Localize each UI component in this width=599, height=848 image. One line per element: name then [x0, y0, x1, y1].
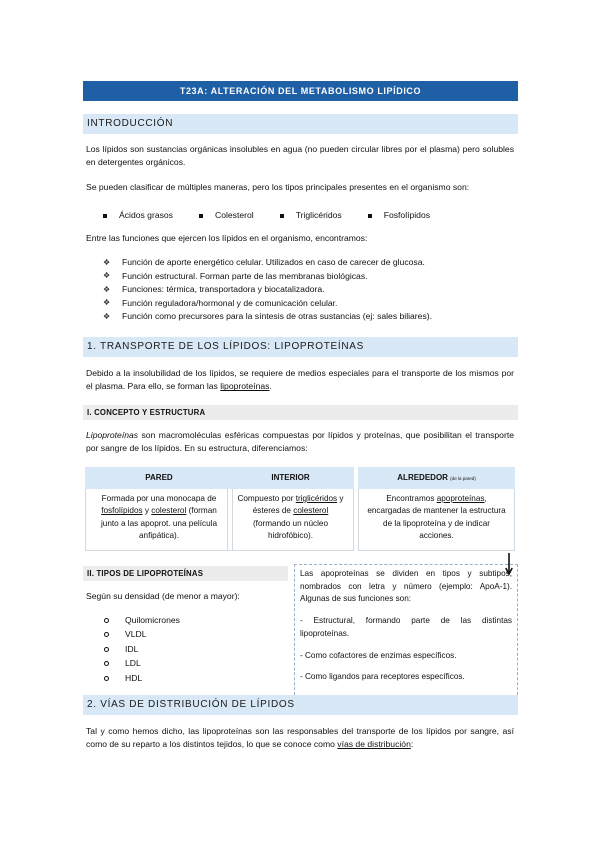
list-item: ❖ Funciones: térmica, transportadora y biocatalizadora.: [103, 284, 325, 295]
section-heading-intro: INTRODUCCIÓN: [83, 114, 518, 134]
list-item: Quilomicrones: [104, 613, 254, 628]
transport-paragraph: Debido a la insolubilidad de los lípidos, se requiere de medios especiales para el transporte de los mismos por el plasma. Para ello, se forman las lipoproteínas.: [86, 368, 514, 392]
list-item: IDL: [104, 642, 254, 657]
note-paragraph: Las apoproteínas se dividen en tipos y subtipos, nombrados con letra y número (ejemplo: ApoA-1). Algunas de sus funciones son:: [300, 569, 512, 604]
intro-paragraph-1: Los lípidos son sustancias orgánicas insolubles en agua (no pueden circular libres por el plasma) pero solubles en detergentes orgánicos.: [86, 144, 514, 168]
list-item: LDL: [104, 657, 254, 672]
lipid-functions-list: [103, 256, 513, 324]
list-item: Fosfolípidos: [368, 209, 430, 222]
apoproteins-note-box: [294, 564, 518, 700]
subheading-tipos: II. TIPOS DE LIPOPROTEÍNAS: [83, 566, 288, 581]
vias-distribucion-term: vías de distribución: [337, 739, 411, 750]
density-intro: Según su densidad (de menor a mayor):: [86, 591, 240, 601]
lipoprotein-types-list: [104, 613, 254, 686]
circle-bullet-icon: [104, 676, 109, 681]
table-cell-pared: Formada por una monocapa de fosfolípidos y colesterol (forman junto a las apoprot. una película anfipática).: [85, 489, 233, 551]
note-paragraph: - Como ligandos para receptores específicos.: [300, 672, 465, 682]
list-item: ❖ Función de aporte energético celular. Utilizados en caso de carecer de glucosa.: [103, 257, 425, 268]
down-arrow-icon: [505, 553, 513, 577]
square-bullet-icon: [280, 214, 284, 218]
list-item: ❖ Función como precursores para la síntesis de otras sustancias (ej: sales biliares).: [103, 311, 432, 322]
diamond-bullet-icon: ❖: [103, 311, 111, 321]
circle-bullet-icon: [104, 632, 109, 637]
note-paragraph: - Estructural, formando parte de las distintas lipoproteínas.: [300, 616, 512, 638]
table-column-interior: [227, 467, 354, 551]
subheading-concepto: I. CONCEPTO Y ESTRUCTURA: [83, 405, 518, 420]
distribution-paragraph: Tal y como hemos dicho, las lipoproteínas son las responsables del transporte de los lípidos por sangre, así como de su reparto a los distintos tejidos, lo que se conoce como vías de distribución:: [86, 726, 514, 750]
list-item: Ácidos grasos: [103, 209, 173, 222]
square-bullet-icon: [199, 214, 203, 218]
table-column-alrededor: [358, 467, 515, 551]
square-bullet-icon: [103, 214, 107, 218]
section-heading-transport: 1. TRANSPORTE DE LOS LÍPIDOS: LIPOPROTEÍNAS: [83, 337, 518, 357]
list-item: ❖ Función estructural. Forman parte de las membranas biológicas.: [103, 270, 368, 281]
table-header-pared: PARED: [85, 467, 233, 489]
table-header-alrededor: ALREDEDOR (de la pared): [358, 467, 515, 489]
document-title: T23A: ALTERACIÓN DEL METABOLISMO LIPÍDICO: [83, 81, 518, 101]
list-item: Triglicéridos: [280, 209, 342, 222]
list-item: Colesterol: [199, 209, 254, 222]
list-item: ❖ Función reguladora/hormonal y de comunicación celular.: [103, 297, 338, 308]
circle-bullet-icon: [104, 618, 109, 623]
intro-paragraph-3: Entre las funciones que ejercen los lípidos en el organismo, encontramos:: [86, 233, 368, 243]
section-heading-distribution: 2. VÍAS DE DISTRIBUCIÓN DE LÍPIDOS: [83, 695, 518, 715]
diamond-bullet-icon: ❖: [103, 271, 111, 281]
circle-bullet-icon: [104, 647, 109, 652]
table-cell-alrededor: Encontramos apoproteínas, encargadas de mantener la estructura de la lipoproteína y de indicar acciones.: [358, 489, 515, 551]
circle-bullet-icon: [104, 661, 109, 666]
concept-paragraph: Lipoproteínas son macromoléculas esféricas compuestas por lípidos y proteínas, que posibilitan el transporte por sangre de los lípidos. En su estructura, diferenciamos:: [86, 430, 514, 454]
note-paragraph: - Como cofactores de enzimas específicos.: [300, 650, 457, 660]
diamond-bullet-icon: ❖: [103, 284, 111, 294]
table-header-interior: INTERIOR: [227, 467, 354, 489]
lipoproteinas-term: lipoproteínas: [220, 381, 270, 392]
table-column-pared: [85, 467, 233, 551]
diamond-bullet-icon: ❖: [103, 257, 111, 267]
diamond-bullet-icon: ❖: [103, 298, 111, 308]
table-cell-interior: Compuesto por triglicéridos y ésteres de colesterol (formando un núcleo hidrofóbico).: [227, 489, 354, 551]
lipid-types-list: [103, 209, 503, 222]
square-bullet-icon: [368, 214, 372, 218]
list-item: VLDL: [104, 628, 254, 643]
intro-paragraph-2: Se pueden clasificar de múltiples maneras, pero los tipos principales presentes en el organismo son:: [86, 182, 470, 192]
list-item: HDL: [104, 671, 254, 686]
